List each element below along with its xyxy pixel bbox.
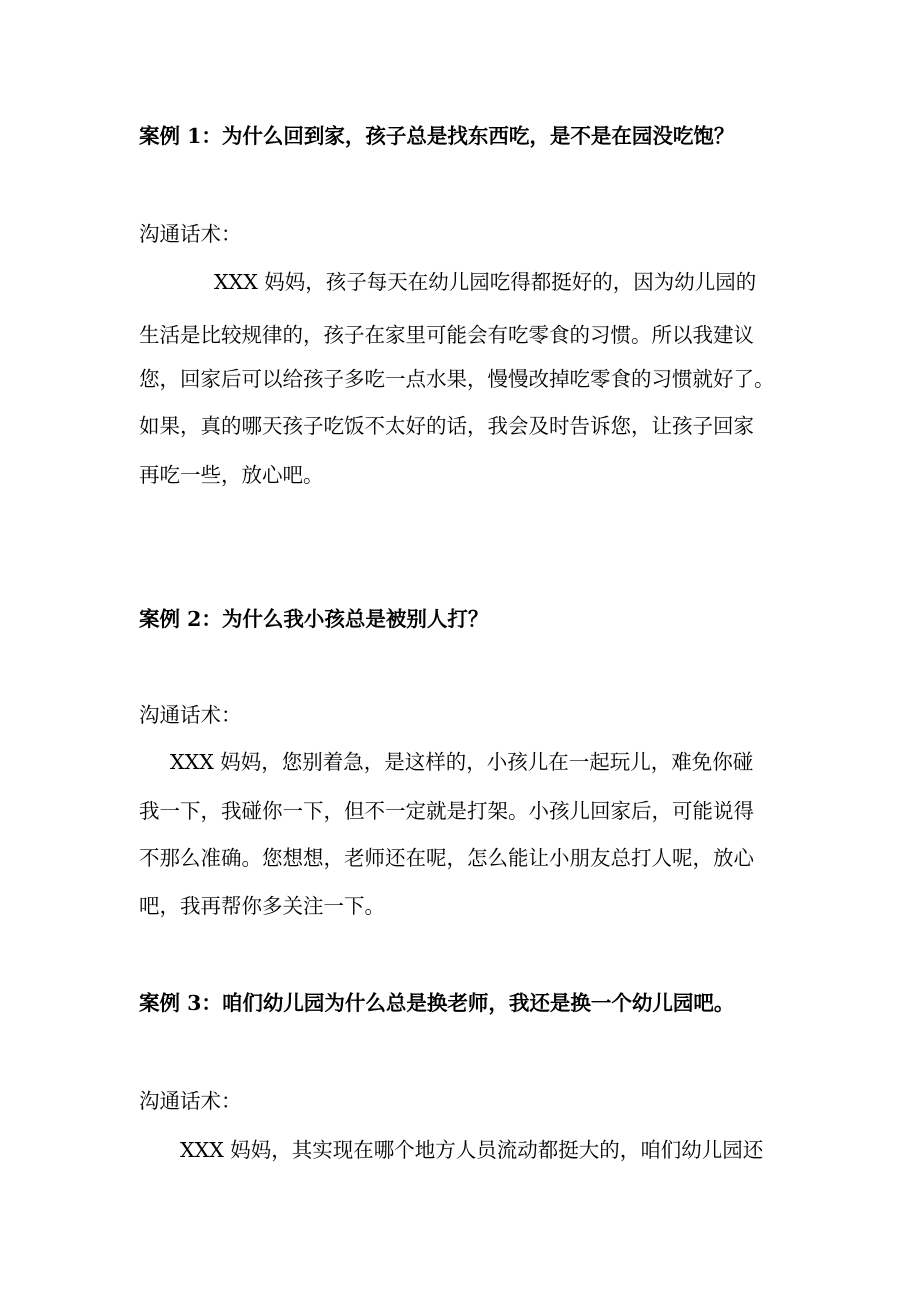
case-2-heading: 案例 2：为什么我小孩总是被别人打？ [139, 607, 489, 631]
case-2-line-1: XXX 妈妈，您别着急，是这样的，小孩儿在一起玩儿，难免你碰 [170, 750, 754, 774]
case-2-line-4: 吧，我再帮你多关注一下。 [139, 894, 385, 918]
case-2-line-3: 不那么准确。您想想，老师还在呢，怎么能让小朋友总打人呢，放心 [139, 846, 754, 870]
case-3-heading: 案例 3：咱们幼儿园为什么总是换老师，我还是换一个幼儿园吧。 [139, 991, 735, 1015]
case-1-line-5: 再吃一些，放心吧。 [139, 463, 324, 487]
case-1-line-4: 如果，真的哪天孩子吃饭不太好的话，我会及时告诉您，让孩子回家 [139, 414, 754, 438]
case-3-line-1: XXX 妈妈，其实现在哪个地方人员流动都挺大的，咱们幼儿园还 [180, 1138, 764, 1162]
case-3-label: 沟通话术： [139, 1089, 242, 1113]
case-2-label: 沟通话术： [139, 703, 242, 727]
case-1-label: 沟通话术： [139, 222, 242, 246]
case-2-line-2: 我一下，我碰你一下，但不一定就是打架。小孩儿回家后，可能说得 [139, 799, 754, 823]
case-1-heading: 案例 1：为什么回到家，孩子总是找东西吃，是不是在园没吃饱？ [139, 124, 735, 148]
case-1-line-2: 生活是比较规律的，孩子在家里可能会有吃零食的习惯。所以我建议 [139, 323, 754, 347]
case-1-line-3: 您，回家后可以给孩子多吃一点水果，慢慢改掉吃零食的习惯就好了。 [139, 367, 775, 391]
case-1-line-1: XXX 妈妈，孩子每天在幼儿园吃得都挺好的，因为幼儿园的 [214, 270, 757, 294]
